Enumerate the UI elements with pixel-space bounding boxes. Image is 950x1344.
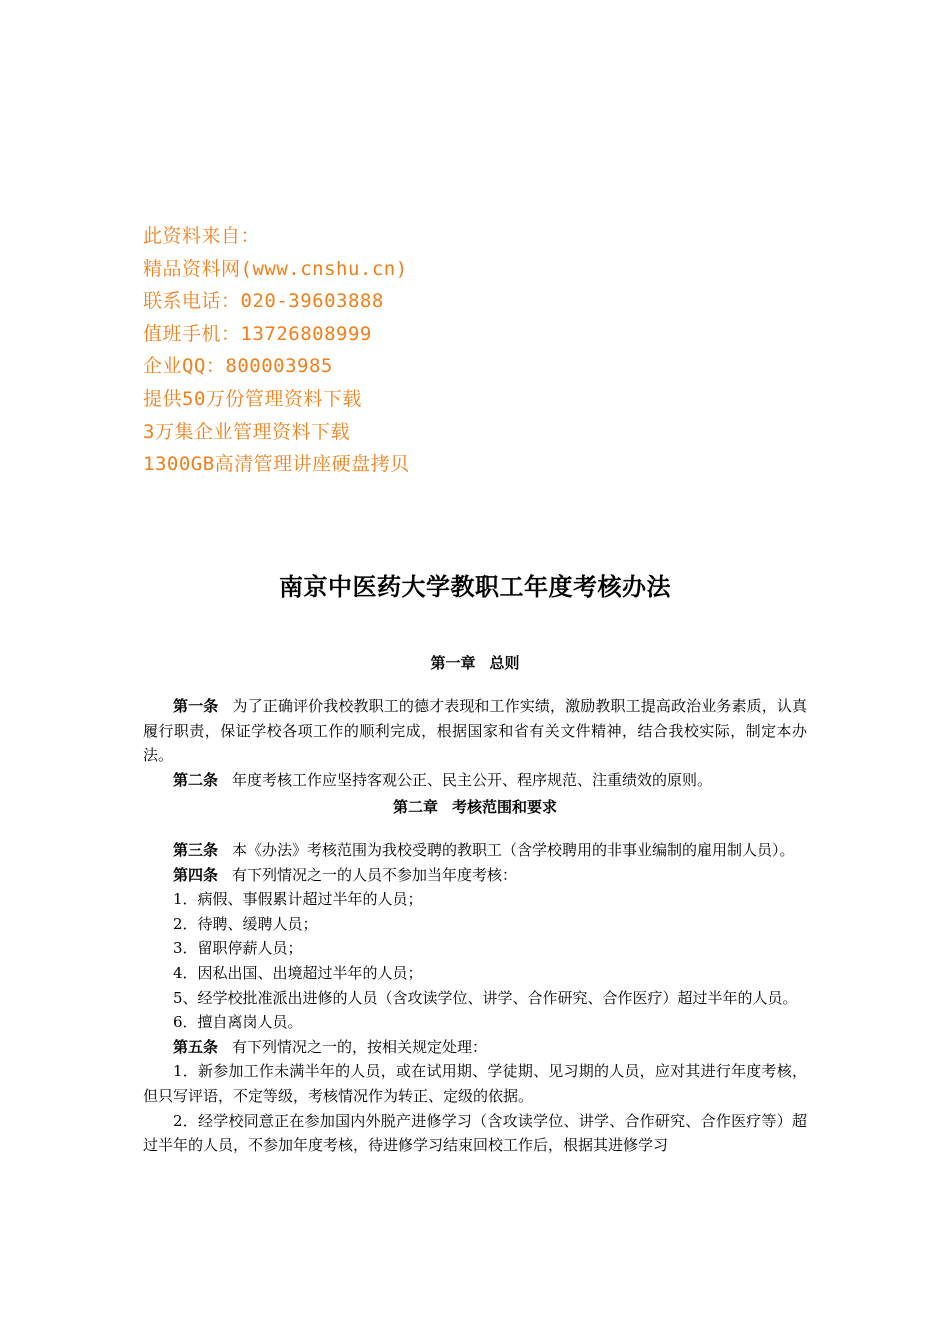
promo-line: 1300GB高清管理讲座硬盘拷贝 (143, 453, 410, 476)
article-text: 有下列情况之一的人员不参加当年度考核： (232, 865, 518, 884)
chapter-number: 第一章 (430, 654, 476, 672)
article-label: 第四条 (173, 865, 219, 884)
section-chapter2 (143, 838, 807, 1158)
article-paragraph (143, 863, 807, 888)
article-text: 有下列情况之一的，按相关规定处理： (232, 1037, 488, 1056)
promo-line: 3万集企业管理资料下载 (143, 420, 350, 443)
promo-block (143, 220, 643, 481)
article-paragraph (143, 768, 807, 793)
promo-line: 值班手机：13726808999 (143, 322, 372, 345)
promo-line: 此资料来自： (143, 225, 261, 247)
promo-line: 提供50万份管理资料下载 (143, 387, 362, 410)
article-paragraph (143, 694, 807, 768)
list-item: 2．待聘、缓聘人员； (173, 914, 318, 933)
chapter-heading (0, 796, 950, 817)
list-item: 5、经学校批准派出进修的人员（含攻读学位、讲学、合作研究、合作医疗）超过半年的人员。 (173, 988, 798, 1007)
article-paragraph (143, 1035, 807, 1060)
article-label: 第二条 (173, 770, 219, 789)
list-item: 4．因私出国、出境超过半年的人员； (173, 963, 423, 982)
article-text: 本《办法》考核范围为我校受聘的教职工（含学校聘用的非事业编制的雇用制人员）。 (232, 841, 795, 859)
promo-line: 企业QQ：800003985 (143, 355, 333, 378)
document-title: 南京中医药大学教职工年度考核办法 (279, 573, 671, 601)
article-text: 年度考核工作应坚持客观公正、民主公开、程序规范、注重绩效的原则。 (232, 770, 713, 789)
chapter-name: 总则 (489, 654, 520, 672)
list-item: 6．擅自离岗人员。 (173, 1013, 303, 1032)
article-label: 第五条 (173, 1037, 219, 1056)
list-item: 2．经学校同意正在参加国内外脱产进修学习（含攻读学位、讲学、合作研究、合作医疗等）超过半年的人员，不参加年度考核，待进修学习结束回校工作后，根据其进修学习 (143, 1111, 807, 1155)
list-item: 1．病假、事假累计超过半年的人员； (173, 890, 423, 909)
article-label: 第三条 (173, 841, 219, 859)
chapter-number: 第二章 (392, 798, 438, 816)
article-label: 第一条 (173, 697, 219, 715)
list-item: 3．留职停薪人员； (173, 939, 303, 958)
list-item: 1．新参加工作未满半年的人员，或在试用期、学徒期、见习期的人员，应对其进行年度考核，但只写评语，不定等级，考核情况作为转正、定级的依据。 (143, 1062, 807, 1105)
article-paragraph (143, 838, 807, 863)
article-text: 为了正确评价我校教职工的德才表现和工作实绩，激励教职工提高政治业务素质，认真履行职责，保证学校各项工作的顺利完成，根据国家和省有关文件精神，结合我校实际，制定本办法。 (143, 697, 807, 765)
promo-line: 联系电话：020-39603888 (143, 290, 384, 313)
promo-line: 精品资料网(www.cnshu.cn) (143, 257, 408, 280)
chapter-name: 考核范围和要求 (452, 798, 558, 816)
section-chapter1 (143, 694, 807, 792)
chapter-heading (0, 652, 950, 673)
